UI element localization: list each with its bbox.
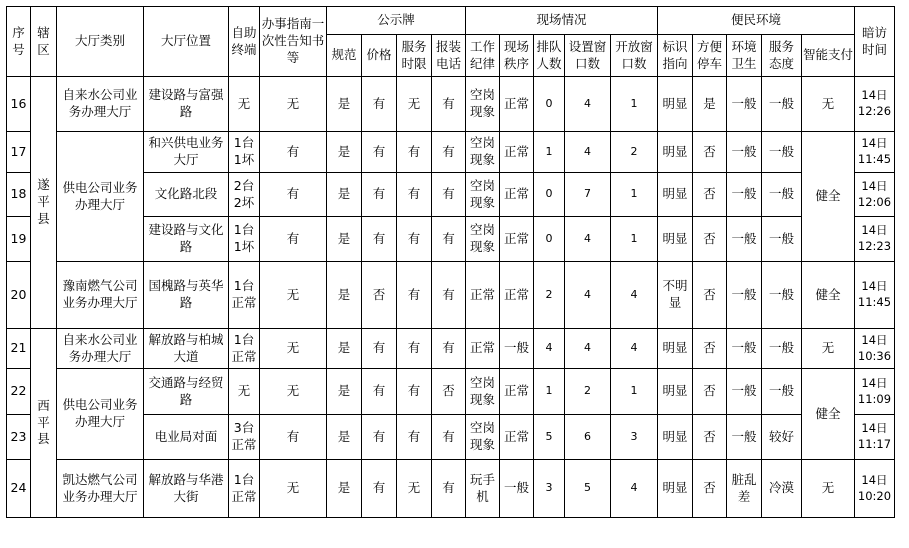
header-district: 辖区 [31,7,57,77]
cell-parking: 否 [693,132,727,173]
cell-self-terminal: 1台正常 [229,262,260,329]
cell-complaint-phone: 有 [432,262,466,329]
cell-hall-location: 解放路与柏城大道 [144,329,229,369]
inspection-table-wrapper [6,6,895,518]
row-seq: 22 [7,369,31,415]
header-queue: 排队人数 [534,35,565,77]
cell-smart-pay: 无 [802,329,855,369]
cell-windows-open: 4 [611,262,658,329]
cell-sign: 明显 [658,415,693,460]
cell-hygiene: 脏乱差 [727,460,762,518]
cell-discipline: 空岗现象 [466,369,500,415]
header-parking: 方便停车 [693,35,727,77]
cell-parking: 否 [693,173,727,217]
cell-attitude: 较好 [762,415,802,460]
cell-norm: 是 [327,77,362,132]
cell-windows-set: 7 [565,173,611,217]
cell-hall-type: 豫南燃气公司业务办理大厅 [57,262,144,329]
cell-windows-open: 1 [611,217,658,262]
row-seq: 17 [7,132,31,173]
cell-attitude: 一般 [762,262,802,329]
cell-queue: 0 [534,173,565,217]
cell-hall-location: 电业局对面 [144,415,229,460]
cell-norm: 是 [327,262,362,329]
cell-price: 有 [362,369,397,415]
header-order: 现场秩序 [500,35,534,77]
table-body [7,77,895,518]
table-row [7,460,895,518]
cell-windows-set: 4 [565,262,611,329]
cell-discipline: 空岗现象 [466,415,500,460]
cell-price: 否 [362,262,397,329]
cell-complaint-phone: 有 [432,132,466,173]
table-row [7,329,895,369]
cell-hygiene: 一般 [727,415,762,460]
cell-sign: 明显 [658,217,693,262]
cell-norm: 是 [327,217,362,262]
row-seq: 18 [7,173,31,217]
cell-order: 正常 [500,173,534,217]
cell-windows-set: 6 [565,415,611,460]
header-service-hours: 服务时限 [397,35,432,77]
cell-hygiene: 一般 [727,173,762,217]
cell-hall-type: 凯达燃气公司业务办理大厅 [57,460,144,518]
cell-visit-time: 14日 11:45 [855,132,895,173]
header-seq: 序号 [7,7,31,77]
cell-guide: 无 [260,329,327,369]
cell-attitude: 一般 [762,132,802,173]
header-windows-open: 开放窗口数 [611,35,658,77]
cell-order: 正常 [500,369,534,415]
header-sign: 标识指向 [658,35,693,77]
cell-queue: 2 [534,262,565,329]
cell-hall-type: 供电公司业务办理大厅 [57,369,144,460]
table-row [7,77,895,132]
cell-smart-pay: 健全 [802,262,855,329]
cell-complaint-phone: 有 [432,77,466,132]
cell-order: 正常 [500,262,534,329]
cell-visit-time: 14日 11:09 [855,369,895,415]
header-visit-time: 暗访时间 [855,7,895,77]
cell-complaint-phone: 有 [432,415,466,460]
cell-district: 遂平县 [31,77,57,329]
cell-hall-location: 交通路与经贸路 [144,369,229,415]
cell-complaint-phone: 有 [432,329,466,369]
cell-service-hours: 有 [397,132,432,173]
cell-hall-type: 供电公司业务办理大厅 [57,132,144,262]
cell-guide: 有 [260,132,327,173]
cell-norm: 是 [327,329,362,369]
cell-hygiene: 一般 [727,217,762,262]
cell-price: 有 [362,217,397,262]
table-row [7,262,895,329]
cell-attitude: 一般 [762,329,802,369]
header-windows-set: 设置窗口数 [565,35,611,77]
cell-price: 有 [362,132,397,173]
cell-windows-set: 4 [565,132,611,173]
cell-price: 有 [362,329,397,369]
cell-norm: 是 [327,173,362,217]
cell-discipline: 正常 [466,329,500,369]
cell-discipline: 空岗现象 [466,173,500,217]
cell-order: 正常 [500,217,534,262]
cell-complaint-phone: 有 [432,173,466,217]
cell-guide: 无 [260,460,327,518]
cell-visit-time: 14日 10:20 [855,460,895,518]
cell-visit-time: 14日 12:23 [855,217,895,262]
cell-visit-time: 14日 12:06 [855,173,895,217]
cell-hall-location: 解放路与华港大街 [144,460,229,518]
cell-discipline: 空岗现象 [466,132,500,173]
cell-district: 西平县 [31,329,57,518]
cell-complaint-phone: 有 [432,460,466,518]
cell-self-terminal: 无 [229,369,260,415]
cell-order: 正常 [500,415,534,460]
cell-discipline: 正常 [466,262,500,329]
cell-service-hours: 有 [397,369,432,415]
header-guide: 办事指南一次性告知书等 [260,7,327,77]
cell-discipline: 空岗现象 [466,217,500,262]
inspection-table [6,6,895,518]
cell-windows-open: 1 [611,77,658,132]
cell-queue: 0 [534,217,565,262]
cell-sign: 不明显 [658,262,693,329]
header-smart-pay: 智能支付 [802,35,855,77]
cell-sign: 明显 [658,132,693,173]
cell-order: 一般 [500,460,534,518]
cell-self-terminal: 3台正常 [229,415,260,460]
table-row [7,369,895,415]
cell-sign: 明显 [658,173,693,217]
cell-norm: 是 [327,415,362,460]
cell-windows-open: 4 [611,460,658,518]
header-notice-board: 公示牌 [327,7,466,35]
cell-parking: 否 [693,369,727,415]
cell-parking: 否 [693,217,727,262]
cell-service-hours: 有 [397,415,432,460]
cell-guide: 有 [260,217,327,262]
header-attitude: 服务态度 [762,35,802,77]
header-norm: 规范 [327,35,362,77]
cell-guide: 无 [260,77,327,132]
cell-hygiene: 一般 [727,262,762,329]
cell-windows-open: 2 [611,132,658,173]
cell-queue: 4 [534,329,565,369]
cell-attitude: 一般 [762,173,802,217]
header-hall-type: 大厅类别 [57,7,144,77]
cell-hygiene: 一般 [727,329,762,369]
cell-self-terminal: 1台1坏 [229,132,260,173]
cell-parking: 否 [693,415,727,460]
cell-attitude: 一般 [762,77,802,132]
row-seq: 19 [7,217,31,262]
cell-hygiene: 一般 [727,77,762,132]
cell-complaint-phone: 有 [432,217,466,262]
header-self-terminal: 自助终端 [229,7,260,77]
header-discipline: 工作纪律 [466,35,500,77]
cell-queue: 5 [534,415,565,460]
cell-windows-open: 3 [611,415,658,460]
cell-price: 有 [362,173,397,217]
cell-norm: 是 [327,132,362,173]
cell-guide: 有 [260,415,327,460]
cell-guide: 无 [260,262,327,329]
cell-sign: 明显 [658,329,693,369]
cell-service-hours: 有 [397,262,432,329]
cell-hygiene: 一般 [727,369,762,415]
cell-hall-location: 国槐路与英华路 [144,262,229,329]
cell-price: 有 [362,415,397,460]
row-seq: 16 [7,77,31,132]
cell-windows-open: 4 [611,329,658,369]
cell-self-terminal: 1台1坏 [229,217,260,262]
header-convenience: 便民环境 [658,7,855,35]
cell-hygiene: 一般 [727,132,762,173]
header-hall-location: 大厅位置 [144,7,229,77]
cell-discipline: 玩手机 [466,460,500,518]
row-seq: 20 [7,262,31,329]
cell-self-terminal: 1台正常 [229,460,260,518]
cell-self-terminal: 1台正常 [229,329,260,369]
cell-visit-time: 14日 10:36 [855,329,895,369]
cell-guide: 有 [260,173,327,217]
cell-smart-pay: 健全 [802,369,855,460]
cell-order: 一般 [500,329,534,369]
cell-price: 有 [362,77,397,132]
cell-attitude: 冷漠 [762,460,802,518]
cell-windows-set: 5 [565,460,611,518]
row-seq: 24 [7,460,31,518]
cell-attitude: 一般 [762,217,802,262]
cell-complaint-phone: 否 [432,369,466,415]
cell-service-hours: 无 [397,460,432,518]
cell-hall-location: 和兴供电业务大厅 [144,132,229,173]
cell-norm: 是 [327,460,362,518]
cell-parking: 否 [693,262,727,329]
cell-hall-location: 建设路与富强路 [144,77,229,132]
header-onsite: 现场情况 [466,7,658,35]
cell-order: 正常 [500,77,534,132]
row-seq: 21 [7,329,31,369]
cell-windows-open: 1 [611,173,658,217]
cell-parking: 是 [693,77,727,132]
cell-hall-location: 建设路与文化路 [144,217,229,262]
cell-service-hours: 有 [397,217,432,262]
cell-smart-pay: 无 [802,460,855,518]
cell-queue: 1 [534,132,565,173]
cell-windows-set: 2 [565,369,611,415]
cell-sign: 明显 [658,460,693,518]
cell-service-hours: 有 [397,173,432,217]
cell-self-terminal: 无 [229,77,260,132]
cell-queue: 3 [534,460,565,518]
cell-discipline: 空岗现象 [466,77,500,132]
header-hygiene: 环境卫生 [727,35,762,77]
cell-queue: 0 [534,77,565,132]
cell-hall-location: 文化路北段 [144,173,229,217]
cell-smart-pay: 无 [802,77,855,132]
cell-norm: 是 [327,369,362,415]
cell-order: 正常 [500,132,534,173]
header-complaint-phone: 报装电话 [432,35,466,77]
cell-windows-set: 4 [565,329,611,369]
cell-price: 有 [362,460,397,518]
cell-guide: 无 [260,369,327,415]
cell-smart-pay: 健全 [802,132,855,262]
cell-visit-time: 14日 11:45 [855,262,895,329]
cell-queue: 1 [534,369,565,415]
header-price: 价格 [362,35,397,77]
cell-hall-type: 自来水公司业务办理大厅 [57,77,144,132]
cell-hall-type: 自来水公司业务办理大厅 [57,329,144,369]
cell-windows-set: 4 [565,77,611,132]
cell-self-terminal: 2台2坏 [229,173,260,217]
cell-service-hours: 有 [397,329,432,369]
cell-parking: 否 [693,329,727,369]
cell-service-hours: 无 [397,77,432,132]
table-row [7,132,895,173]
cell-windows-open: 1 [611,369,658,415]
cell-attitude: 一般 [762,369,802,415]
cell-sign: 明显 [658,369,693,415]
row-seq: 23 [7,415,31,460]
cell-windows-set: 4 [565,217,611,262]
cell-parking: 否 [693,460,727,518]
cell-visit-time: 14日 12:26 [855,77,895,132]
header-row-1 [7,7,895,35]
cell-visit-time: 14日 11:17 [855,415,895,460]
cell-sign: 明显 [658,77,693,132]
